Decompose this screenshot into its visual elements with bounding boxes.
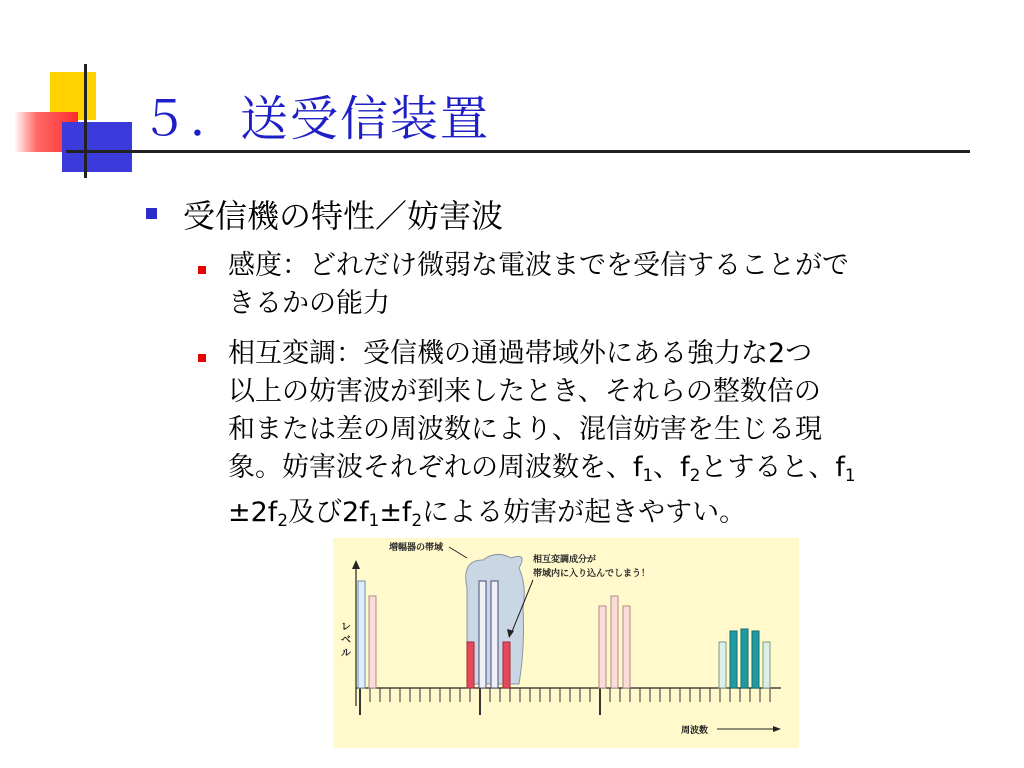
sensitivity-line-1: 感度：どれだけ微弱な電波までを受信することがで xyxy=(228,250,849,281)
bar-mid-1 xyxy=(599,606,606,688)
y-label-char-2: ベ xyxy=(341,635,351,646)
bullet-square-icon xyxy=(146,208,157,219)
callout-line-1: 相互変調成分が xyxy=(533,555,597,565)
bullet-heading: 受信機の特性／妨害波 xyxy=(183,197,504,235)
x-label-arrow-icon xyxy=(773,726,781,732)
intermod-line-3: 和または差の周波数により、混信妨害を生じる現 xyxy=(228,414,822,445)
x-axis-major-ticks xyxy=(360,686,600,715)
y-label-char-3: ル xyxy=(341,648,351,659)
bar-high-4 xyxy=(752,631,759,688)
x-label: 周波数 xyxy=(681,726,709,736)
decor-vertical-line xyxy=(84,64,87,178)
bar-high-3 xyxy=(741,629,748,688)
bar-mid-2 xyxy=(611,596,618,688)
sub-bullet-icon xyxy=(198,266,206,274)
intermod-line-4: 象。妨害波それぞれの周波数を、f1、f2とすると、f1 xyxy=(228,452,856,486)
bar-band-im-right xyxy=(503,642,510,688)
bar-band-im-left xyxy=(467,642,474,688)
slide-title: ５．送受信装置 xyxy=(140,91,491,147)
spectrum-figure xyxy=(333,538,799,748)
bar-band-2 xyxy=(491,581,498,688)
intermod-line-2: 以上の妨害波が到来したとき、それらの整数倍の xyxy=(228,376,821,407)
y-axis-arrow-icon xyxy=(352,560,360,569)
bar-high-5 xyxy=(763,642,770,688)
callout-line-2: 帯域内に入り込んでしまう！ xyxy=(533,569,651,579)
bar-high-2 xyxy=(730,631,737,688)
sub-bullet-icon xyxy=(198,354,206,362)
decor-blue-square xyxy=(62,122,132,172)
sensitivity-line-2: きるかの能力 xyxy=(228,288,390,319)
band-label: 増幅器の帯域 xyxy=(389,543,444,553)
x-axis-ticks xyxy=(370,688,770,702)
y-label-char-1: レ xyxy=(341,622,351,633)
band-label-leader xyxy=(449,547,467,558)
intermod-line-5: ±2f2及び2f1±f2による妨害が起きやすい。 xyxy=(228,497,747,531)
bar-low-2 xyxy=(369,596,376,688)
bar-high-1 xyxy=(719,642,726,688)
intermod-line-1: 相互変調：受信機の通過帯域外にある強力な2つ xyxy=(228,338,813,369)
title-underline xyxy=(66,150,970,153)
bar-band-1 xyxy=(479,581,486,688)
bar-low-1 xyxy=(358,581,365,688)
bar-mid-3 xyxy=(623,606,630,688)
